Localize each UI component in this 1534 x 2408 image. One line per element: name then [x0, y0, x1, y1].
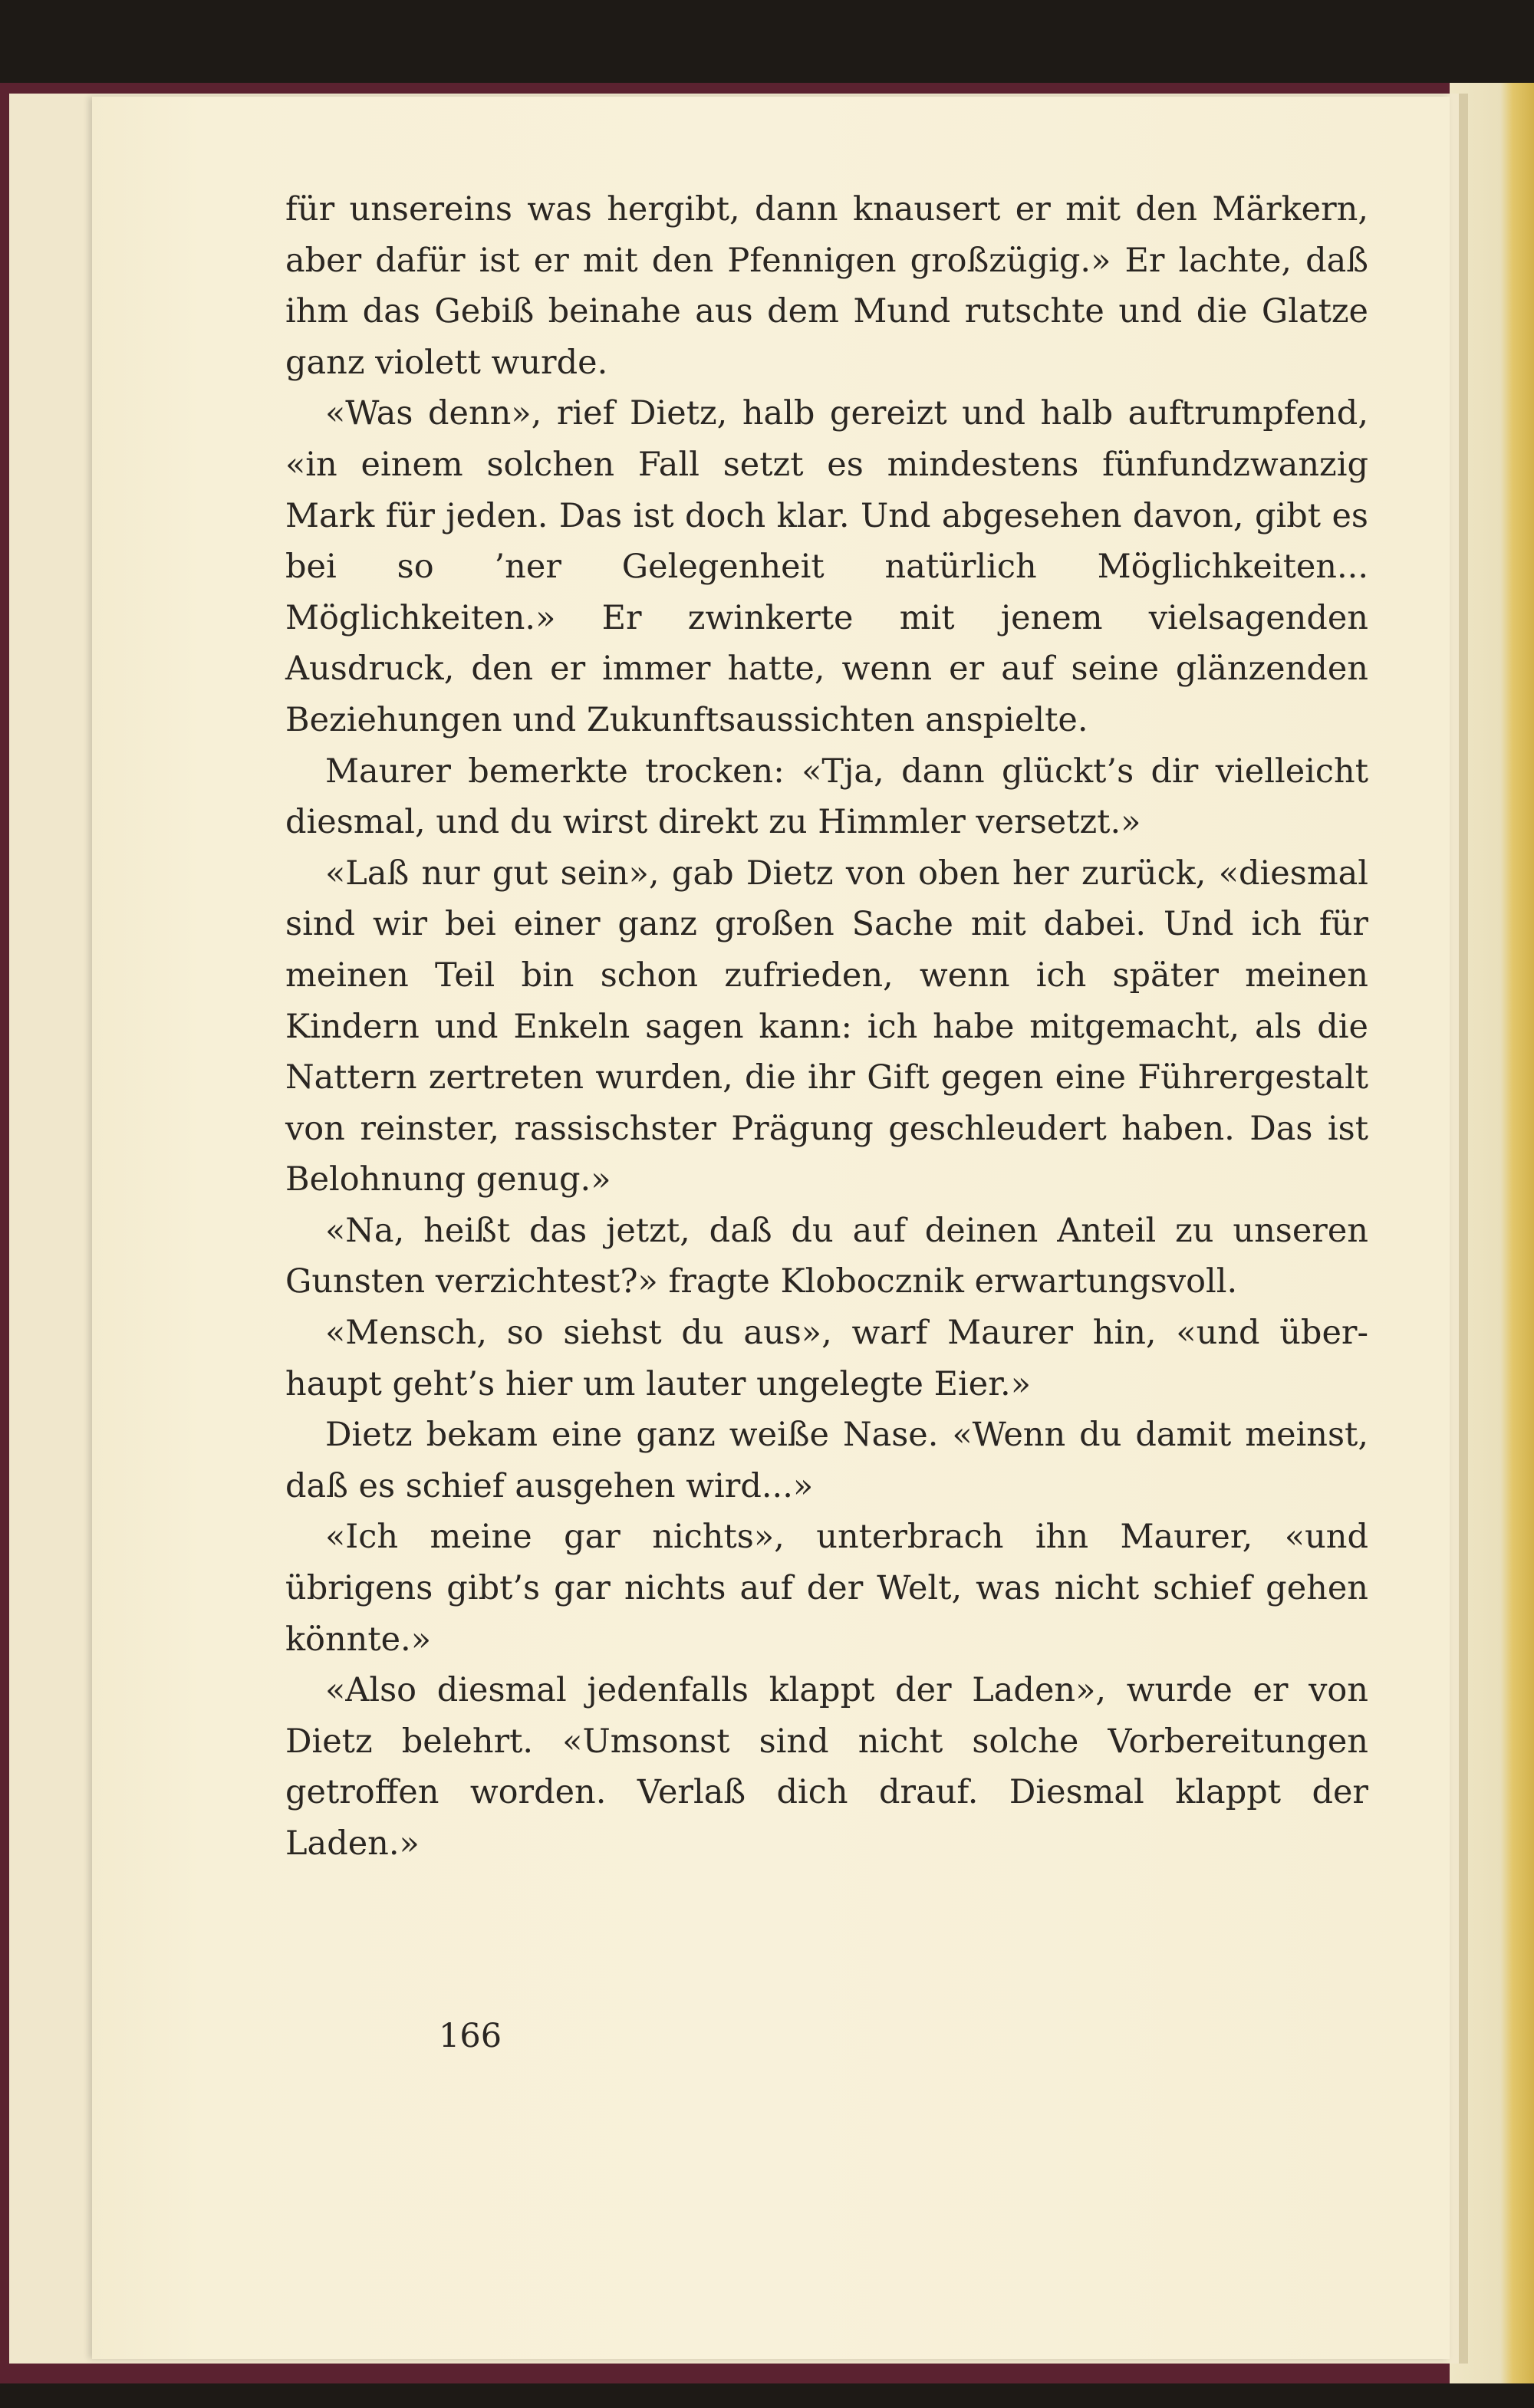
paragraph: «Mensch, so siehst du aus», warf Maurer hin, «und überhaupt geht’s hier um lauter ungelegte Eier.» — [285, 1314, 1368, 1403]
paragraph: für unsereins was hergibt, dann knausert er mit den Märkern, aber dafür ist er mit den Pfennigen großzügig.» Er lachte, daß ihm das Gebiß beinahe aus dem Mund rutschte und die Glatze ganz violett wurde. — [285, 190, 1368, 382]
paragraph: «Was denn», rief Dietz, halb gereizt und halb auftrumpfend, «in einem solchen Fall setzt es mindestens fünfundzwanzig Mark für jeden. Das ist doch klar. Und abgesehen davon, gibt es bei so ’ner Gelegenheit natürlich Möglichkeiten... Möglichkeiten.» Er zwinkerte mit jenem vielsagenden Ausdruck, den er immer hatte, wenn er auf seine glänzenden Beziehungen und Zukunftsaussichten anspielte. — [285, 394, 1368, 739]
paragraph: Dietz bekam eine ganz weiße Nase. «Wenn du damit meinst, daß es schief ausgehen wird...» — [285, 1416, 1368, 1505]
paragraph: «Na, heißt das jetzt, daß du auf deinen Anteil zu unseren Gunsten verzichtest?» fragte Klobocznik erwartungsvoll. — [285, 1211, 1368, 1301]
paragraph: Maurer bemerkte trocken: «Tja, dann glückt’s dir vielleicht diesmal, und du wirst direkt zu Himmler versetzt.» — [285, 752, 1368, 842]
paragraph: «Also diesmal jedenfalls klappt der Laden», wurde er von Dietz belehrt. «Umsonst sind nicht solche Vorbereitungen getroffen worden. Verlaß dich drauf. Diesmal klappt der Laden.» — [285, 1671, 1368, 1863]
body-text — [285, 184, 1368, 1870]
paragraph: «Ich meine gar nichts», unterbrach ihn Maurer, «und übrigens gibt’s gar nichts auf der Welt, was nicht schief gehen könnte.» — [285, 1518, 1368, 1659]
page-number: 166 — [439, 2017, 502, 2055]
paragraph: «Laß nur gut sein», gab Dietz von oben her zurück, «diesmal sind wir bei einer ganz großen Sache mit dabei. Und ich für meinen Teil bin schon zufrieden, wenn ich später meinen Kindern und Enkeln sagen kann: ich habe mitgemacht, als die Nattern zertreten wurden, die ihr Gift gegen eine Führergestalt von reinster, rassischster Prägung geschleudert haben. Das ist Belohnung genug.» — [285, 854, 1368, 1199]
